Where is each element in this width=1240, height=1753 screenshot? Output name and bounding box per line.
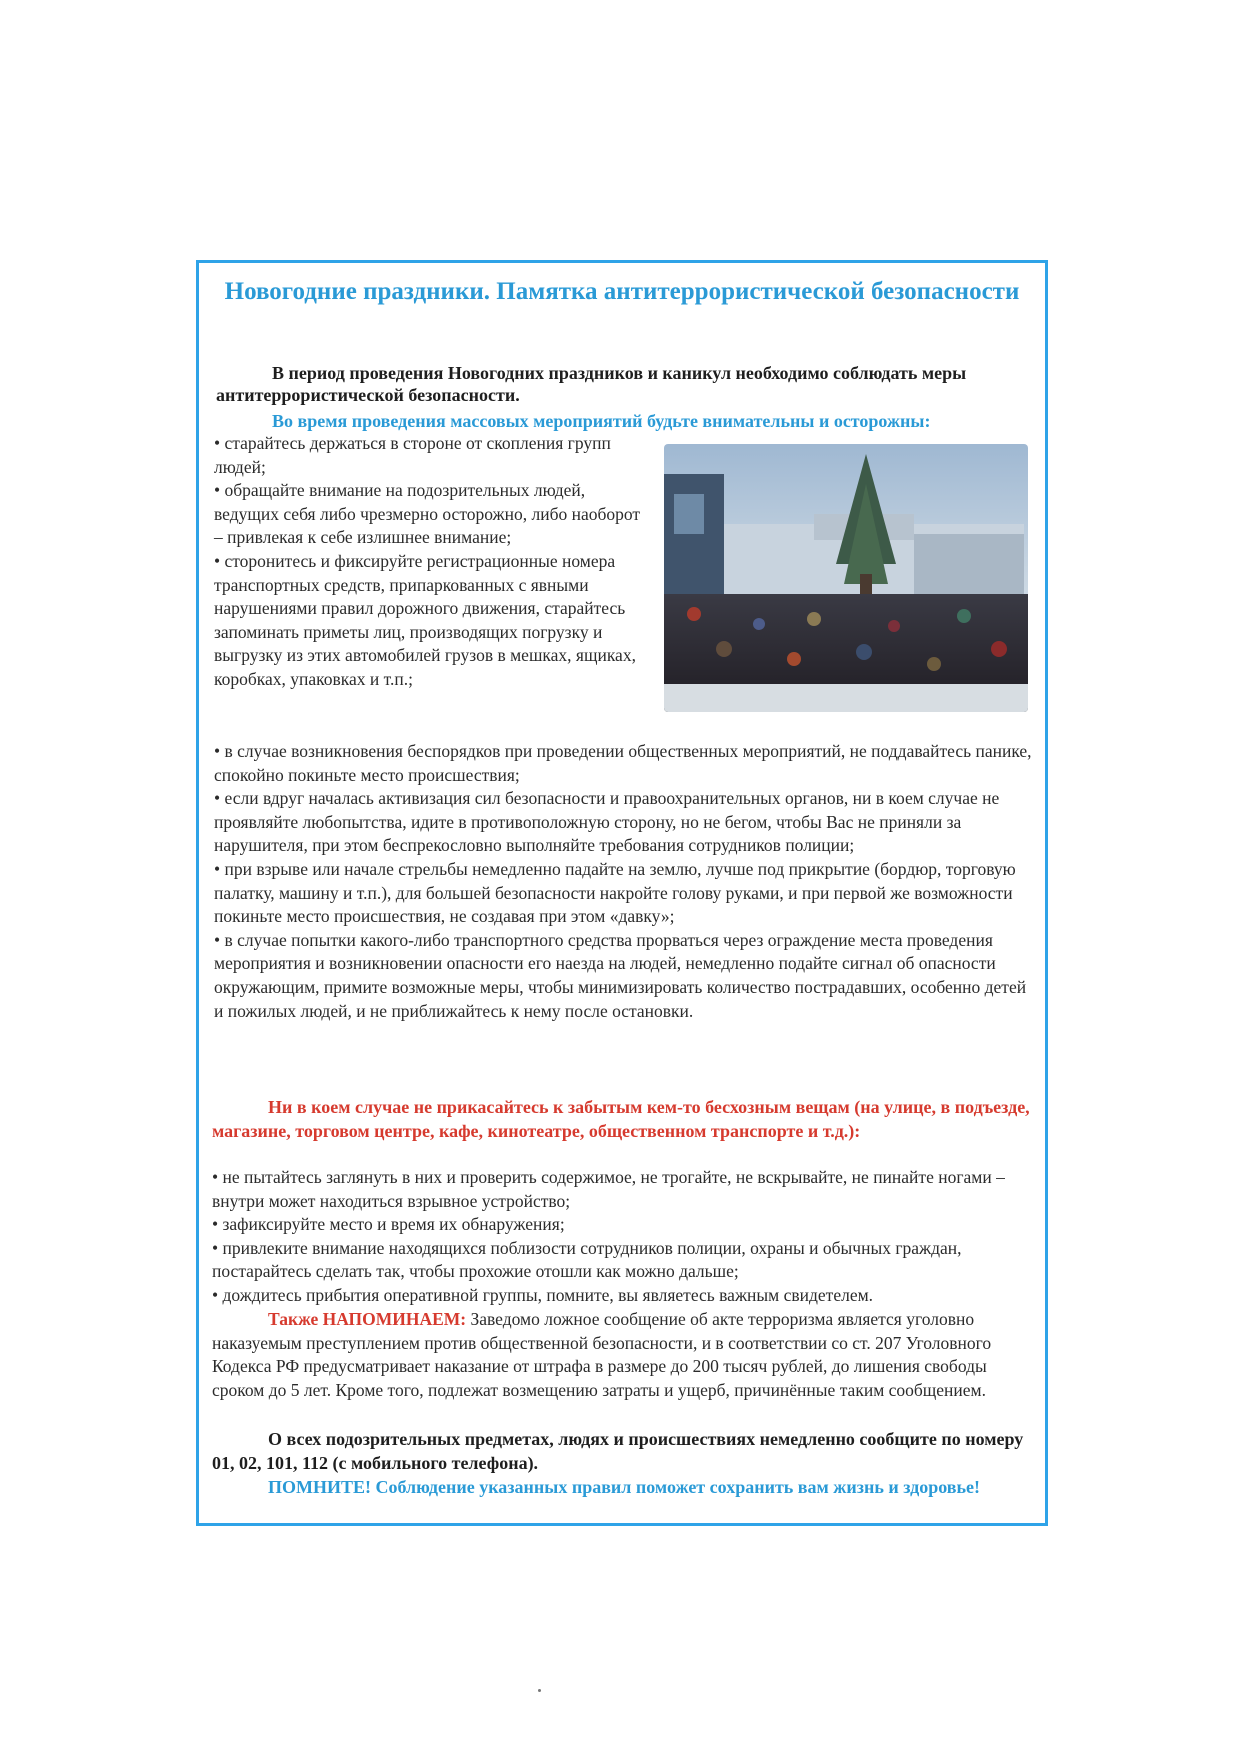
- report-paragraph: [212, 1428, 1036, 1475]
- list-item: • если вдруг началась активизация сил безопасности и правоохранительных органов, ни в коем случае не проявляйте любопытства, идите в противоположную сторону, но не бегом, чтобы Вас не приняли за нарушителя, при этом беспрекословно выполняйте требования сотрудников полиции;: [214, 788, 1000, 856]
- intro-paragraph: [216, 362, 1028, 406]
- list-item: • сторонитесь и фиксируйте регистрационные номера транспортных средств, припаркованных с явными нарушениями правил дорожного движения, старайтесь запоминать приметы лиц, производящих погрузку и выгрузку из этих автомобилей грузов в мешках, ящиках, коробках, упаковках и т.п.;: [214, 550, 636, 689]
- list-item: • при взрыве или начале стрельбы немедленно падайте на землю, лучше под прикрытие (бордюр, торговую палатку, машину и т.п.), для большей безопасности накройте голову руками, и при первой же возможности покиньте место происшествия, не создавая при этом «давку»;: [214, 858, 1016, 927]
- event-photo: [664, 444, 1028, 712]
- page-title: Новогодние праздники. Памятка антитеррористической безопасности: [224, 278, 1020, 305]
- list-item: • дождитесь прибытия оперативной группы, помните, вы являетесь важным свидетелем.: [212, 1284, 874, 1305]
- reminder-lead: Также НАПОМИНАЕМ:: [268, 1309, 467, 1329]
- objects-heading-text: Ни в коем случае не прикасайтесь к забытым кем-то бесхозным вещам (на улице, в подъезде, магазине, торговом центре, кафе, кинотеатре, общественном транспорте и т.д.):: [212, 1097, 1030, 1141]
- list-item: • обращайте внимание на подозрительных людей, ведущих себя либо чрезмерно осторожно, либо наоборот – привлекая к себе излишнее внимание;: [214, 480, 641, 548]
- report-text: О всех подозрительных предметах, людях и происшествиях немедленно сообщите по номеру 01, 02, 101, 112 (с мобильного телефона).: [212, 1429, 1024, 1473]
- list-item: • старайтесь держаться в стороне от скопления групп людей;: [214, 433, 611, 477]
- events-list-top: [214, 432, 652, 692]
- list-item: • зафиксируйте место и время их обнаружения;: [212, 1214, 565, 1235]
- remember-paragraph: [212, 1476, 1036, 1500]
- events-list-bottom: [214, 740, 1034, 1023]
- intro-text: В период проведения Новогодних праздников и каникул необходимо соблюдать меры антитеррористической безопасности.: [216, 363, 967, 405]
- remember-text: ПОМНИТЕ! Соблюдение указанных правил поможет сохранить вам жизнь и здоровье!: [268, 1477, 981, 1497]
- objects-heading: [212, 1096, 1038, 1143]
- list-item: • в случае попытки какого-либо транспортного средства прорваться через ограждение места проведения мероприятия и возникновении опасности его наезда на людей, немедленно подайте сигнал об опасности окружающим, примите возможные меры, чтобы минимизировать количество пострадавших, особенно детей и пожилых людей, и не приближайтесь к нему после остановки.: [214, 929, 1027, 1021]
- reminder-paragraph: [212, 1308, 1036, 1402]
- list-item: • привлеките внимание находящихся поблизости сотрудников полиции, охраны и обычных граждан, постарайтесь сделать так, чтобы прохожие отошли как можно дальше;: [212, 1237, 962, 1282]
- scan-speck: [538, 1689, 541, 1692]
- list-item: • не пытайтесь заглянуть в них и проверить содержимое, не трогайте, не вскрывайте, не пинайте ногами – внутри может находиться взрывное устройство;: [212, 1167, 1005, 1211]
- objects-list: [212, 1166, 1034, 1308]
- reminder-text: Заведомо ложное сообщение об акте терроризма является уголовно наказуемым преступлением против общественной безопасности, и в соответствии со ст. 207 Уголовного Кодекса РФ предусматривает наказание от штрафа в размере до 200 тысяч рублей, до лишения свободы сроком до 5 лет. Кроме того, подлежат возмещению затраты и ущерб, причинённые таким сообщением.: [212, 1309, 992, 1400]
- list-item: • в случае возникновения беспорядков при проведении общественных мероприятий, не поддавайтесь панике, спокойно покиньте место происшествия;: [214, 741, 1032, 785]
- events-heading: Во время проведения массовых мероприятий будьте внимательны и осторожны:: [272, 411, 931, 431]
